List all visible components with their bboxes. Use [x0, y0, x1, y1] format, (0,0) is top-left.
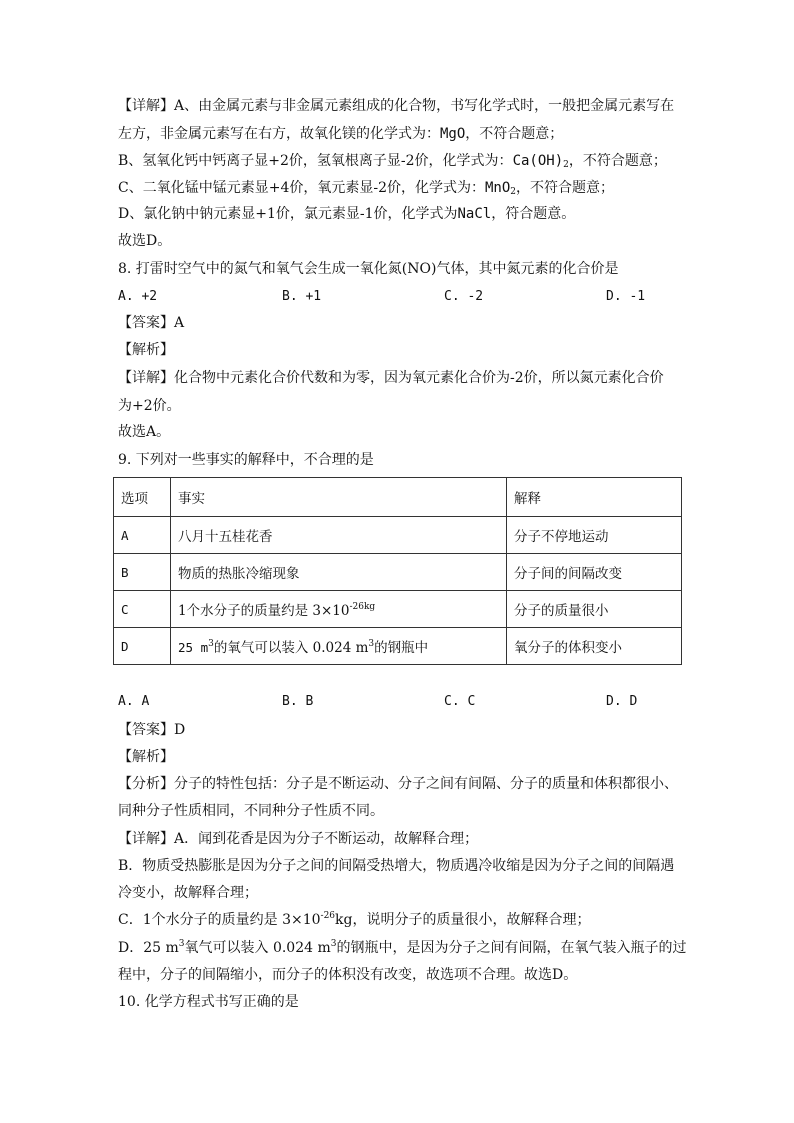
subscript: 2: [510, 187, 517, 197]
table-row: [114, 517, 682, 554]
formula: NaCl: [457, 206, 492, 222]
text: 1个水分子的质量约是 3×10: [178, 603, 350, 619]
text: D．25 m: [118, 940, 179, 956]
row-option: A: [114, 517, 171, 554]
row-fact: 八月十五桂花香: [171, 517, 507, 554]
text: 的钢瓶中: [374, 640, 429, 656]
text: 故选A。: [118, 424, 171, 440]
table-header-row: [114, 478, 682, 517]
row-fact: 物质的热胀冷缩现象: [171, 554, 507, 591]
table-row: [114, 554, 682, 591]
text: ，不符合题意；: [516, 180, 615, 196]
q7-option-c-detail: [118, 178, 614, 198]
text: 冷变小，故解释合理；: [118, 885, 258, 901]
q7-detail-line1: [118, 96, 674, 116]
q9-detail-d1: [118, 938, 687, 958]
q9-fenxi-line2: [118, 801, 384, 821]
q9-detail-b1: [118, 856, 674, 876]
text: 【详解】A．闻到花香是因为分子不断运动，故解释合理；: [118, 831, 479, 847]
text: 【分析】分子的特性包括：分子是不断运动、分子之间有间隔、分子的质量和体积都很小、: [118, 776, 678, 792]
table-row: [114, 591, 682, 628]
text: D、氯化钠中钠元素显+1价，氯元素显-1价，化学式为: [118, 206, 458, 222]
facts-table: [113, 477, 682, 665]
text: 【详解】化合物中元素化合价代数和为零，因为氧元素化合价为-2价，所以氮元素化合价: [118, 370, 664, 386]
q7-choose: [118, 231, 171, 251]
q9-fenxi-line1: [118, 774, 678, 794]
superscript: -26kg: [349, 602, 376, 612]
q8-choose: [118, 422, 170, 442]
q9-detail-a: [118, 829, 478, 849]
text: 【答案】A: [118, 315, 185, 331]
text: 故选D。: [118, 233, 172, 249]
text: B．物质受热膨胀是因为分子之间的间隔受热增大，物质遇冷收缩是因为分子之间的间隔遇: [118, 858, 675, 874]
superscript: 3: [208, 639, 214, 649]
superscript: -26: [320, 911, 336, 921]
q7-detail-line2: [118, 124, 563, 144]
text: ，不符合题意；: [568, 153, 667, 169]
q8-option-b: B. +1: [282, 289, 322, 304]
subscript: 2: [563, 160, 569, 170]
formula: MnO: [485, 180, 511, 196]
q8-option-c: C. -2: [444, 289, 484, 304]
q9-detail-b2: [118, 883, 258, 903]
text: 的氧气可以装入 0.024 m: [213, 640, 369, 656]
superscript: 3: [178, 939, 185, 949]
text: ，不符合题意；: [465, 126, 564, 142]
text: C、二氧化锰中锰元素显+4价，氧元素显-2价，化学式为：: [118, 180, 485, 196]
text: kg，说明分子的质量很小，故解释合理；: [335, 912, 591, 928]
text: 9. 下列对一些事实的解释中，不合理的是: [118, 452, 374, 468]
q8-detail-line2: [118, 396, 181, 416]
q8-detail-line1: [118, 368, 664, 388]
header-option: 选项: [114, 478, 171, 517]
text: B、氢氧化钙中钙离子显+2价，氢氧根离子显-2价，化学式为：: [118, 153, 513, 169]
q8-answer: [118, 313, 184, 333]
row-option: B: [114, 554, 171, 591]
header-explain: 解释: [507, 478, 682, 517]
header-fact: 事实: [171, 478, 507, 517]
text: C．1个水分子的质量约是 3×10: [118, 912, 321, 928]
text: ，符合题意。: [491, 206, 576, 222]
text: 为+2价。: [118, 398, 181, 414]
q9-detail-c: [118, 910, 590, 930]
q7-option-b-detail: [118, 151, 667, 171]
text: 的钢瓶中，是因为分子之间有间隔，在氧气装入瓶子的过: [336, 940, 687, 956]
text: 左方，非金属元素写在右方，故氧化镁的化学式为：: [118, 126, 440, 142]
text: 【解析】: [118, 749, 174, 765]
row-fact: [171, 591, 507, 628]
superscript: 3: [330, 939, 337, 949]
row-explain: 分子间的间隔改变: [507, 554, 682, 591]
q9-option-b: B. B: [282, 694, 314, 709]
text: 【解析】: [118, 342, 174, 358]
q9-option-c: C. C: [444, 694, 476, 709]
table-row: [114, 628, 682, 665]
text: 同种分子性质相同，不同种分子性质不同。: [118, 803, 384, 819]
q8-option-a: A. +2: [118, 289, 158, 304]
row-option: D: [114, 628, 171, 665]
q9-question: [118, 450, 374, 470]
text: 氧气可以装入 0.024 m: [184, 940, 331, 956]
row-explain: 分子的质量很小: [507, 591, 682, 628]
text: 25 m: [178, 640, 209, 655]
text: 8. 打雷时空气中的氮气和氧气会生成一氧化氮(NO)气体，其中氮元素的化合价是: [118, 261, 619, 277]
row-explain: 分子不停地运动: [507, 517, 682, 554]
q9-answer: [118, 720, 185, 740]
q7-option-d-detail: [118, 204, 575, 224]
q9-analysis-label: [118, 747, 174, 767]
row-fact: [171, 628, 507, 665]
formula: Ca(OH): [512, 153, 564, 169]
q9-option-d: D. D: [606, 694, 638, 709]
q8-analysis-label: [118, 340, 174, 360]
text: 10. 化学方程式书写正确的是: [118, 994, 299, 1010]
superscript: 3: [368, 639, 375, 649]
text: 【答案】D: [118, 722, 186, 738]
q8-question: [118, 259, 618, 279]
formula: MgO: [440, 126, 466, 142]
q8-option-d: D. -1: [606, 289, 646, 304]
text: 【详解】A、由金属元素与非金属元素组成的化合物，书写化学式时，一般把金属元素写在: [118, 98, 675, 114]
q9-detail-d2: [118, 965, 577, 985]
q10-question: [118, 992, 299, 1012]
row-option: C: [114, 591, 171, 628]
q9-option-a: A. A: [118, 694, 150, 709]
text: 程中，分子的间隔缩小，而分子的体积没有改变，故选项不合理。故选D。: [118, 967, 578, 983]
row-explain: 氧分子的体积变小: [507, 628, 682, 665]
